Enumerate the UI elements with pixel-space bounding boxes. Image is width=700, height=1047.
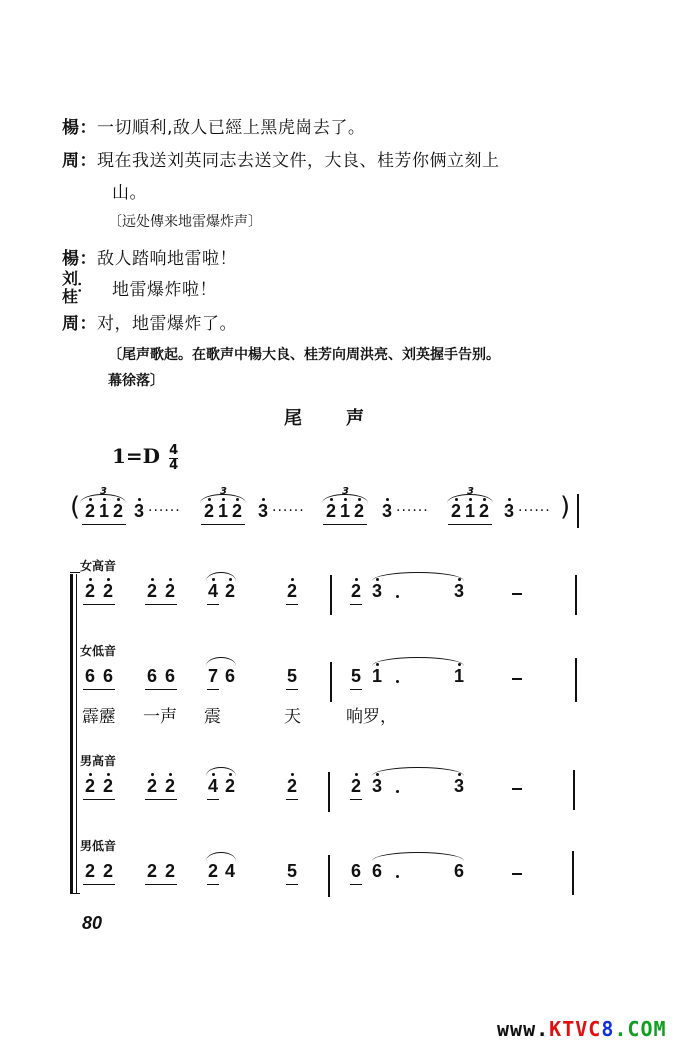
extension-dash <box>512 678 522 680</box>
speaker-yang: 楊： <box>62 118 97 138</box>
note: 3 <box>371 776 382 796</box>
sustain-dots: ······ <box>396 503 429 519</box>
tuplet-number: 3 <box>467 486 474 497</box>
dialogue-line-2 <box>62 146 500 171</box>
beam <box>350 799 362 800</box>
barline <box>328 772 330 812</box>
note: 7 <box>207 666 218 686</box>
sustain-note: 3 <box>257 501 268 521</box>
watermark-brand-c: 8 <box>601 1017 615 1041</box>
barline <box>330 662 332 702</box>
note: 5 <box>286 861 297 881</box>
extension-dash <box>512 593 522 595</box>
sustain-dots: ······ <box>272 503 305 519</box>
note: 6 <box>146 666 157 686</box>
note: 2 <box>146 776 157 796</box>
beam <box>350 689 362 690</box>
note: 1 <box>339 501 350 521</box>
dialogue-text: 山。 <box>112 183 147 203</box>
part-label: 男高音 <box>80 754 117 768</box>
note: 2 <box>325 501 336 521</box>
beam <box>350 884 362 885</box>
sustain-note: 3 <box>133 501 144 521</box>
barline <box>573 770 575 810</box>
tie <box>372 852 464 861</box>
tuplet-number: 3 <box>220 486 227 497</box>
augmentation-dot <box>396 680 399 683</box>
stage-direction-explosion: 〔远处傳来地雷爆炸声〕 <box>108 214 262 230</box>
lyric: 震 <box>204 707 221 727</box>
note: 6 <box>350 861 361 881</box>
tuplet-number: 3 <box>100 486 107 497</box>
beam <box>350 604 362 605</box>
speaker-gui: 桂 <box>62 287 79 306</box>
part-alto <box>0 640 700 730</box>
beam <box>83 689 115 690</box>
beam <box>286 689 298 690</box>
time-bottom: 4 <box>169 458 179 473</box>
lyric: 一声 <box>143 707 177 727</box>
note: 1 <box>98 501 109 521</box>
note: 2 <box>84 501 95 521</box>
beam <box>83 884 115 885</box>
watermark-brand-b: C <box>588 1017 602 1041</box>
dialogue-text: 現在我送刘英同志去送文件，大良、桂芳你俩立刻上 <box>97 151 500 171</box>
augmentation-dot <box>396 595 399 598</box>
tie <box>372 657 464 666</box>
key-label: 1=D <box>112 444 161 468</box>
note: 2 <box>224 776 235 796</box>
sustain-dots: ······ <box>518 503 551 519</box>
slur <box>206 657 236 666</box>
dialogue-text: 敌人踏响地雷啦！ <box>97 249 237 269</box>
barline <box>577 494 579 528</box>
beam <box>286 604 298 605</box>
close-paren: ) <box>560 492 571 522</box>
note: 2 <box>207 861 218 881</box>
key-signature <box>112 444 178 473</box>
beam <box>201 524 245 525</box>
note: 2 <box>203 501 214 521</box>
note: 1 <box>217 501 228 521</box>
beam <box>323 524 367 525</box>
stage-direction-ending-line2: 幕徐落〕 <box>108 373 164 389</box>
sustain-dots: ······ <box>148 503 181 519</box>
barline <box>575 658 577 702</box>
note: 5 <box>286 666 297 686</box>
watermark-brand-a: KTV <box>549 1017 589 1041</box>
note: 2 <box>353 501 364 521</box>
note: 6 <box>84 666 95 686</box>
page-number: 80 <box>82 913 103 933</box>
part-label: 男低音 <box>80 839 117 853</box>
speaker-liu: 刘 <box>62 269 79 288</box>
note: 2 <box>450 501 461 521</box>
note: 2 <box>84 861 95 881</box>
beam <box>145 884 177 885</box>
note: 6 <box>164 666 175 686</box>
watermark-prefix: www. <box>497 1017 550 1041</box>
note: 4 <box>207 776 218 796</box>
lyric: 天 <box>284 707 301 727</box>
tie <box>372 767 464 776</box>
note: 5 <box>350 666 361 686</box>
open-paren: ( <box>70 492 81 522</box>
barline <box>330 575 332 615</box>
beam <box>207 689 219 690</box>
note: 3 <box>453 776 464 796</box>
dialogue-text: 一切順利,敌人已經上黑虎崗去了。 <box>97 118 366 138</box>
note: 1 <box>371 666 382 686</box>
dialogue-text: 地雷爆炸啦！ <box>112 280 217 300</box>
beam <box>286 799 298 800</box>
dialogue-line-6 <box>62 309 237 334</box>
barline <box>572 851 574 895</box>
beam <box>83 799 115 800</box>
beam <box>145 604 177 605</box>
beam <box>145 799 177 800</box>
part-soprano <box>0 555 700 625</box>
note: 3 <box>371 581 382 601</box>
note: 2 <box>350 581 361 601</box>
time-signature <box>169 444 178 473</box>
note: 2 <box>146 861 157 881</box>
note: 2 <box>164 861 175 881</box>
section-title: 尾声 <box>284 408 408 429</box>
sustain-note: 3 <box>503 501 514 521</box>
speaker-yang: 楊： <box>62 249 97 269</box>
speaker-zhou: 周： <box>62 151 97 171</box>
dialogue-line-1 <box>62 113 365 138</box>
lyric: 响罗， <box>346 707 397 727</box>
dialogue-line-5 <box>62 266 462 306</box>
beam <box>286 884 298 885</box>
stage-direction-ending-line1: 〔尾声歌起。在歌声中楊大良、桂芳向周洪亮、刘英握手告别。 <box>108 347 500 363</box>
note: 2 <box>164 776 175 796</box>
barline <box>575 575 577 615</box>
note: 2 <box>112 501 123 521</box>
note: 2 <box>350 776 361 796</box>
note: 2 <box>102 776 113 796</box>
part-tenor <box>0 750 700 820</box>
speaker-colon: ： <box>76 277 93 296</box>
note: 2 <box>84 581 95 601</box>
note: 2 <box>102 581 113 601</box>
note: 6 <box>453 861 464 881</box>
tie <box>372 572 464 581</box>
beam <box>207 799 219 800</box>
note: 2 <box>84 776 95 796</box>
part-label: 女高音 <box>80 559 117 573</box>
tuplet-number: 3 <box>342 486 349 497</box>
note: 6 <box>371 861 382 881</box>
part-label: 女低音 <box>80 644 117 658</box>
note: 2 <box>286 776 297 796</box>
note: 1 <box>453 666 464 686</box>
sustain-note: 3 <box>381 501 392 521</box>
beam <box>448 524 492 525</box>
beam <box>83 604 115 605</box>
note: 2 <box>231 501 242 521</box>
augmentation-dot <box>396 875 399 878</box>
beam <box>207 884 219 885</box>
slur <box>206 852 236 861</box>
barline <box>328 855 330 897</box>
beam <box>207 604 219 605</box>
note: 2 <box>478 501 489 521</box>
note: 4 <box>224 861 235 881</box>
note: 6 <box>102 666 113 686</box>
note: 2 <box>146 581 157 601</box>
note: 2 <box>164 581 175 601</box>
speaker-zhou: 周： <box>62 314 97 334</box>
dialogue-text: 对，地雷爆炸了。 <box>97 314 237 334</box>
time-top: 4 <box>169 443 179 458</box>
beam <box>82 524 126 525</box>
extension-dash <box>512 873 522 875</box>
augmentation-dot <box>396 790 399 793</box>
dialogue-line-3 <box>112 178 147 203</box>
extension-dash <box>512 788 522 790</box>
part-bass <box>0 835 700 905</box>
intro-line <box>0 486 700 530</box>
watermark-link[interactable] <box>497 1017 667 1041</box>
note: 1 <box>464 501 475 521</box>
beam <box>145 689 177 690</box>
note: 4 <box>207 581 218 601</box>
watermark-suffix: .COM <box>614 1017 667 1041</box>
note: 2 <box>286 581 297 601</box>
lyric: 霹靂 <box>82 707 116 727</box>
note: 6 <box>224 666 235 686</box>
note: 2 <box>102 861 113 881</box>
note: 3 <box>453 581 464 601</box>
note: 2 <box>224 581 235 601</box>
